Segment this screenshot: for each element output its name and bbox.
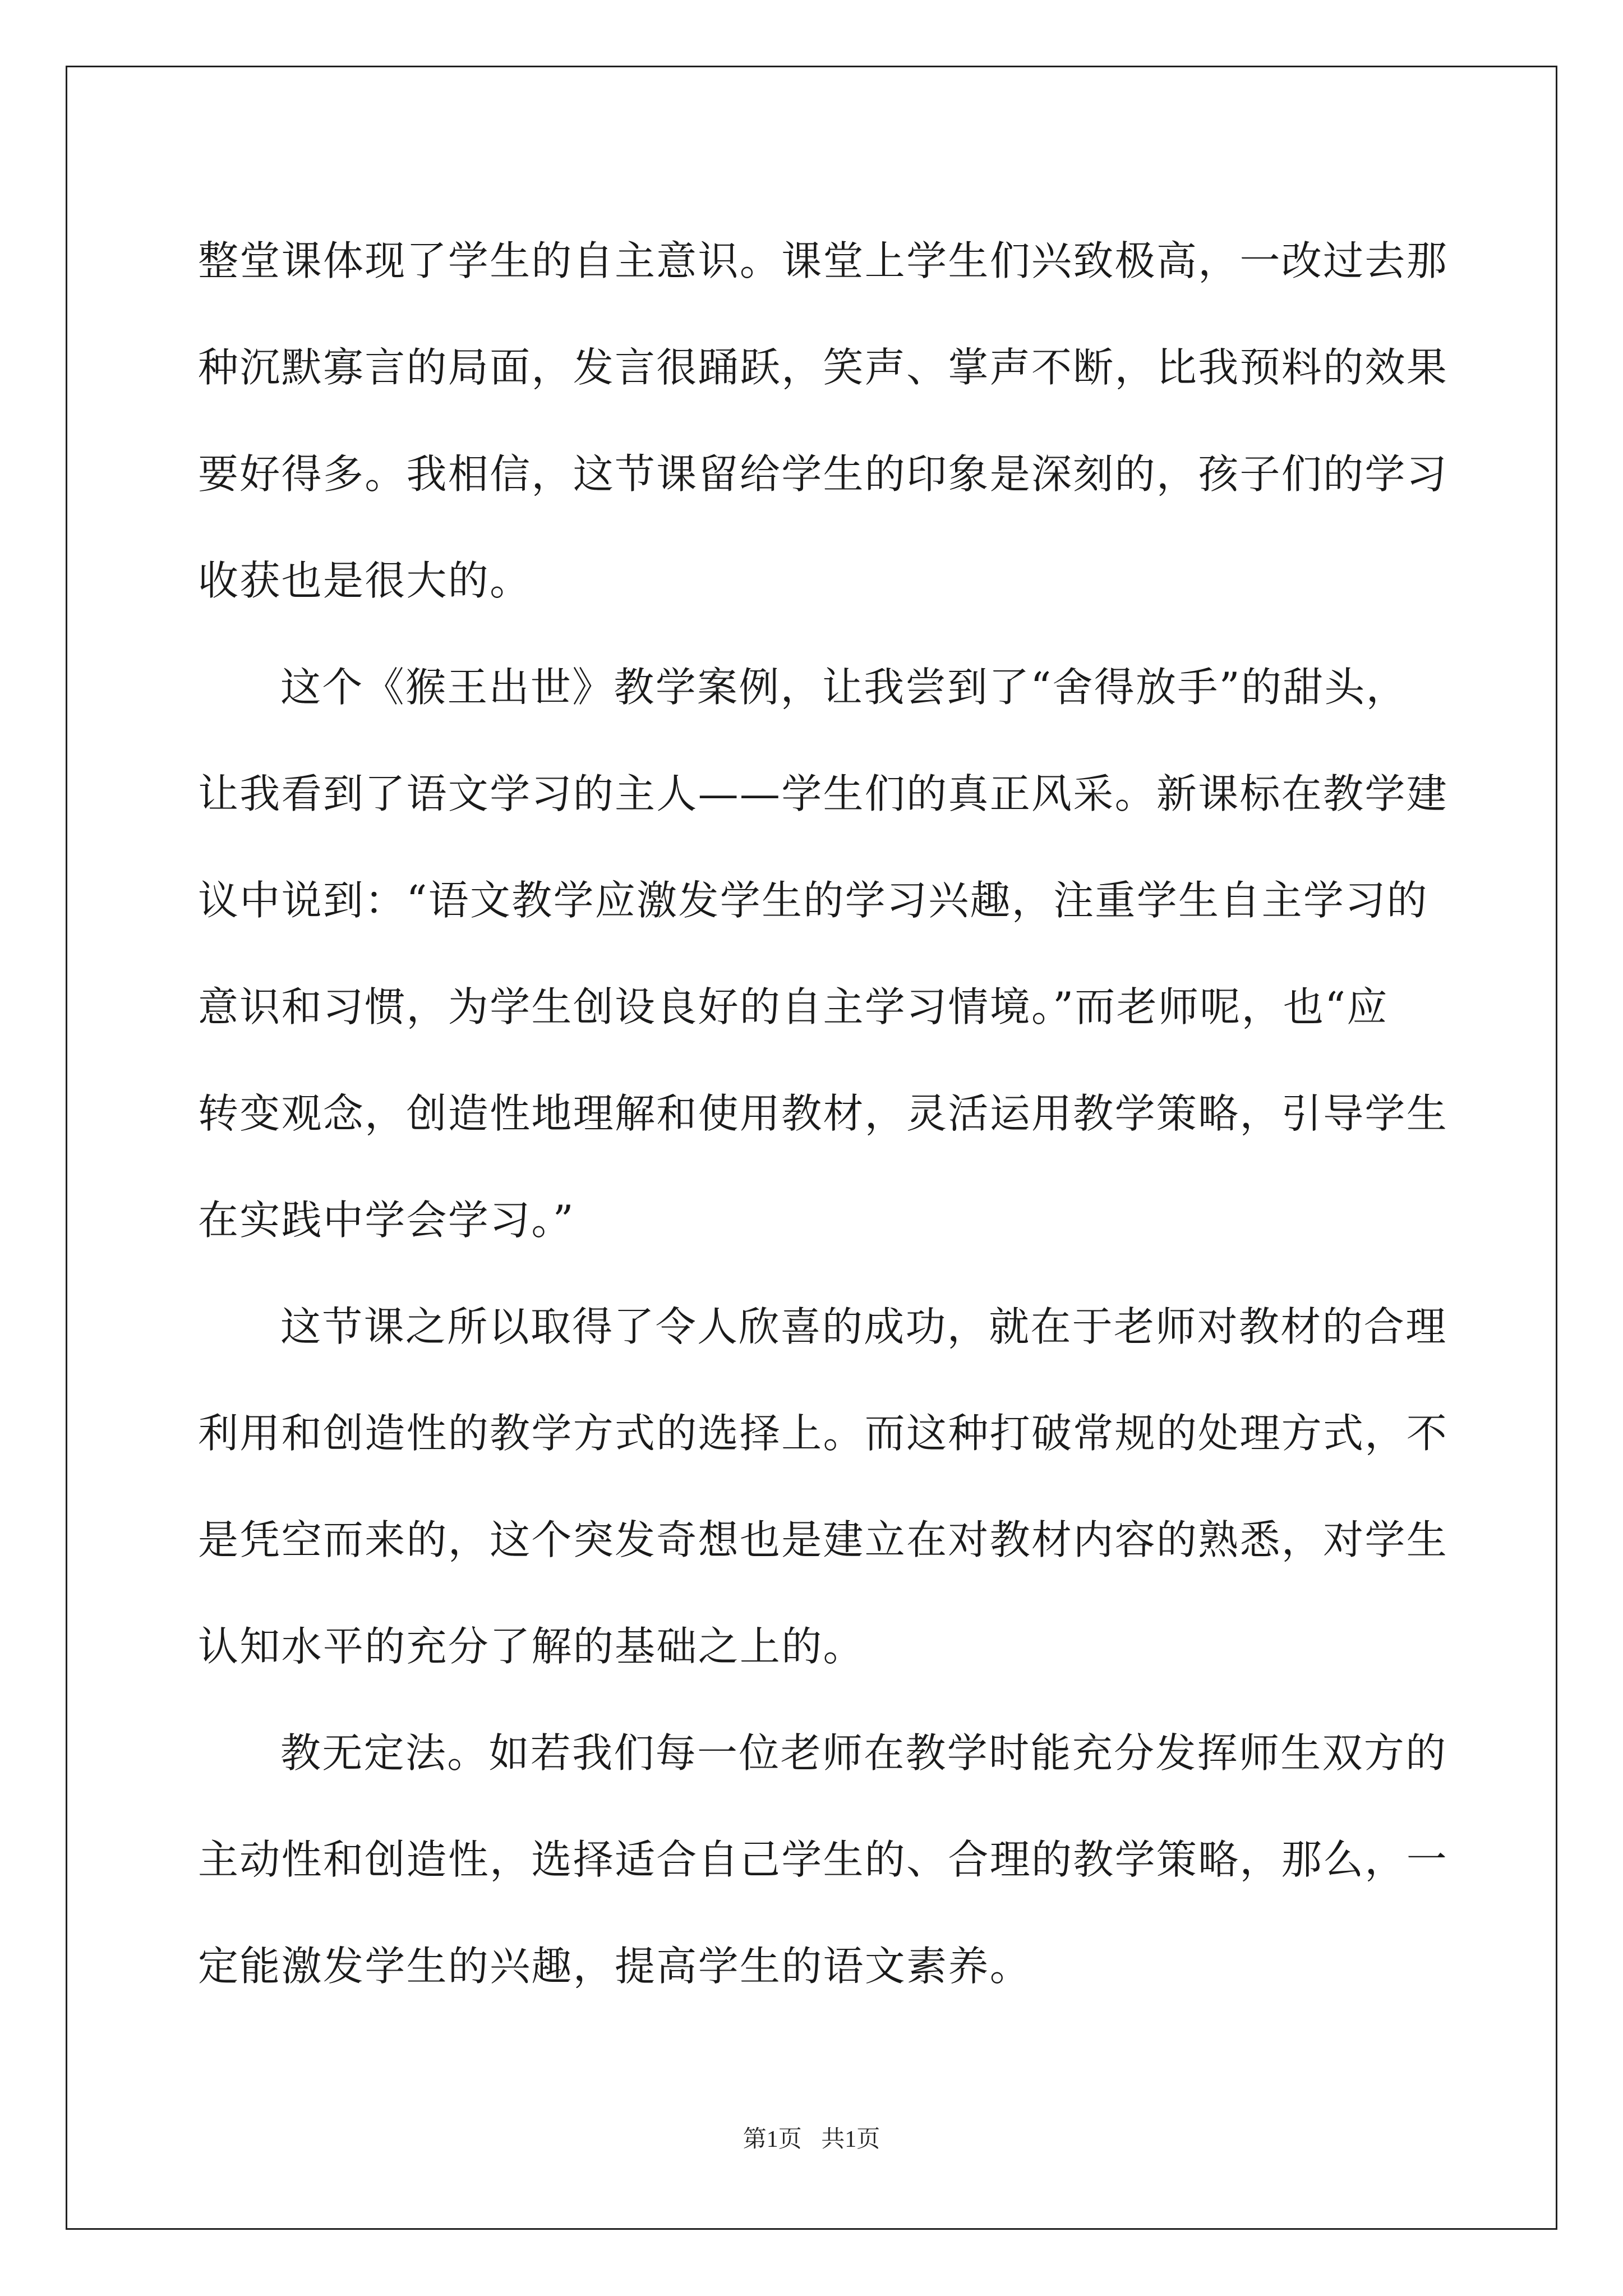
text-line: 种沉默寡言的局面，发言很踊跃，笑声、掌声不断，比我预料的效果 — [198, 344, 1449, 391]
text-line: 定能激发学生的兴趣，提高学生的语文素养。 — [198, 1943, 1032, 1990]
text-line: 在实践中学会学习。” — [198, 1197, 575, 1244]
page-total: 共1页 — [821, 2127, 880, 2152]
text-line: 认知水平的充分了解的基础之上的。 — [198, 1623, 865, 1670]
page-number: 第1页 — [743, 2127, 802, 2152]
text-line: 主动性和创造性，选择适合自己学生的、合理的教学策略，那么，一 — [198, 1836, 1449, 1883]
text-line: 要好得多。我相信，这节课留给学生的印象是深刻的，孩子们的学习 — [198, 450, 1449, 498]
text-line: 这个《猴王出世》教学案例，让我尝到了“舍得放手”的甜头， — [280, 664, 1408, 711]
text-line: 是凭空而来的，这个突发奇想也是建立在对教材内容的熟悉，对学生 — [198, 1516, 1449, 1563]
paragraph-4 — [198, 1700, 1449, 2019]
text-line: 议中说到：“语文教学应激发学生的学习兴趣，注重学生自主学习的 — [198, 877, 1428, 924]
page-footer — [0, 2120, 1623, 2154]
text-line: 这节课之所以取得了令人欣喜的成功，就在于老师对教材的合理 — [280, 1303, 1447, 1350]
paragraph-2 — [198, 634, 1449, 1273]
text-line: 让我看到了语文学习的主人——学生们的真正风采。新课标在教学建 — [198, 770, 1449, 817]
text-line: 意识和习惯，为学生创设良好的自主学习情境。”而老师呢，也“应 — [198, 983, 1389, 1030]
text-line: 转变观念，创造性地理解和使用教材，灵活运用教学策略，引导学生 — [198, 1090, 1449, 1137]
text-line: 教无定法。如若我们每一位老师在教学时能充分发挥师生双方的 — [280, 1729, 1447, 1777]
text-line: 利用和创造性的教学方式的选择上。而这种打破常规的处理方式，不 — [198, 1410, 1449, 1457]
paragraph-1 — [198, 208, 1449, 634]
document-body — [198, 208, 1449, 2019]
text-line: 整堂课体现了学生的自主意识。课堂上学生们兴致极高，一改过去那 — [198, 237, 1449, 284]
text-line: 收获也是很大的。 — [198, 557, 532, 604]
paragraph-3 — [198, 1273, 1449, 1700]
